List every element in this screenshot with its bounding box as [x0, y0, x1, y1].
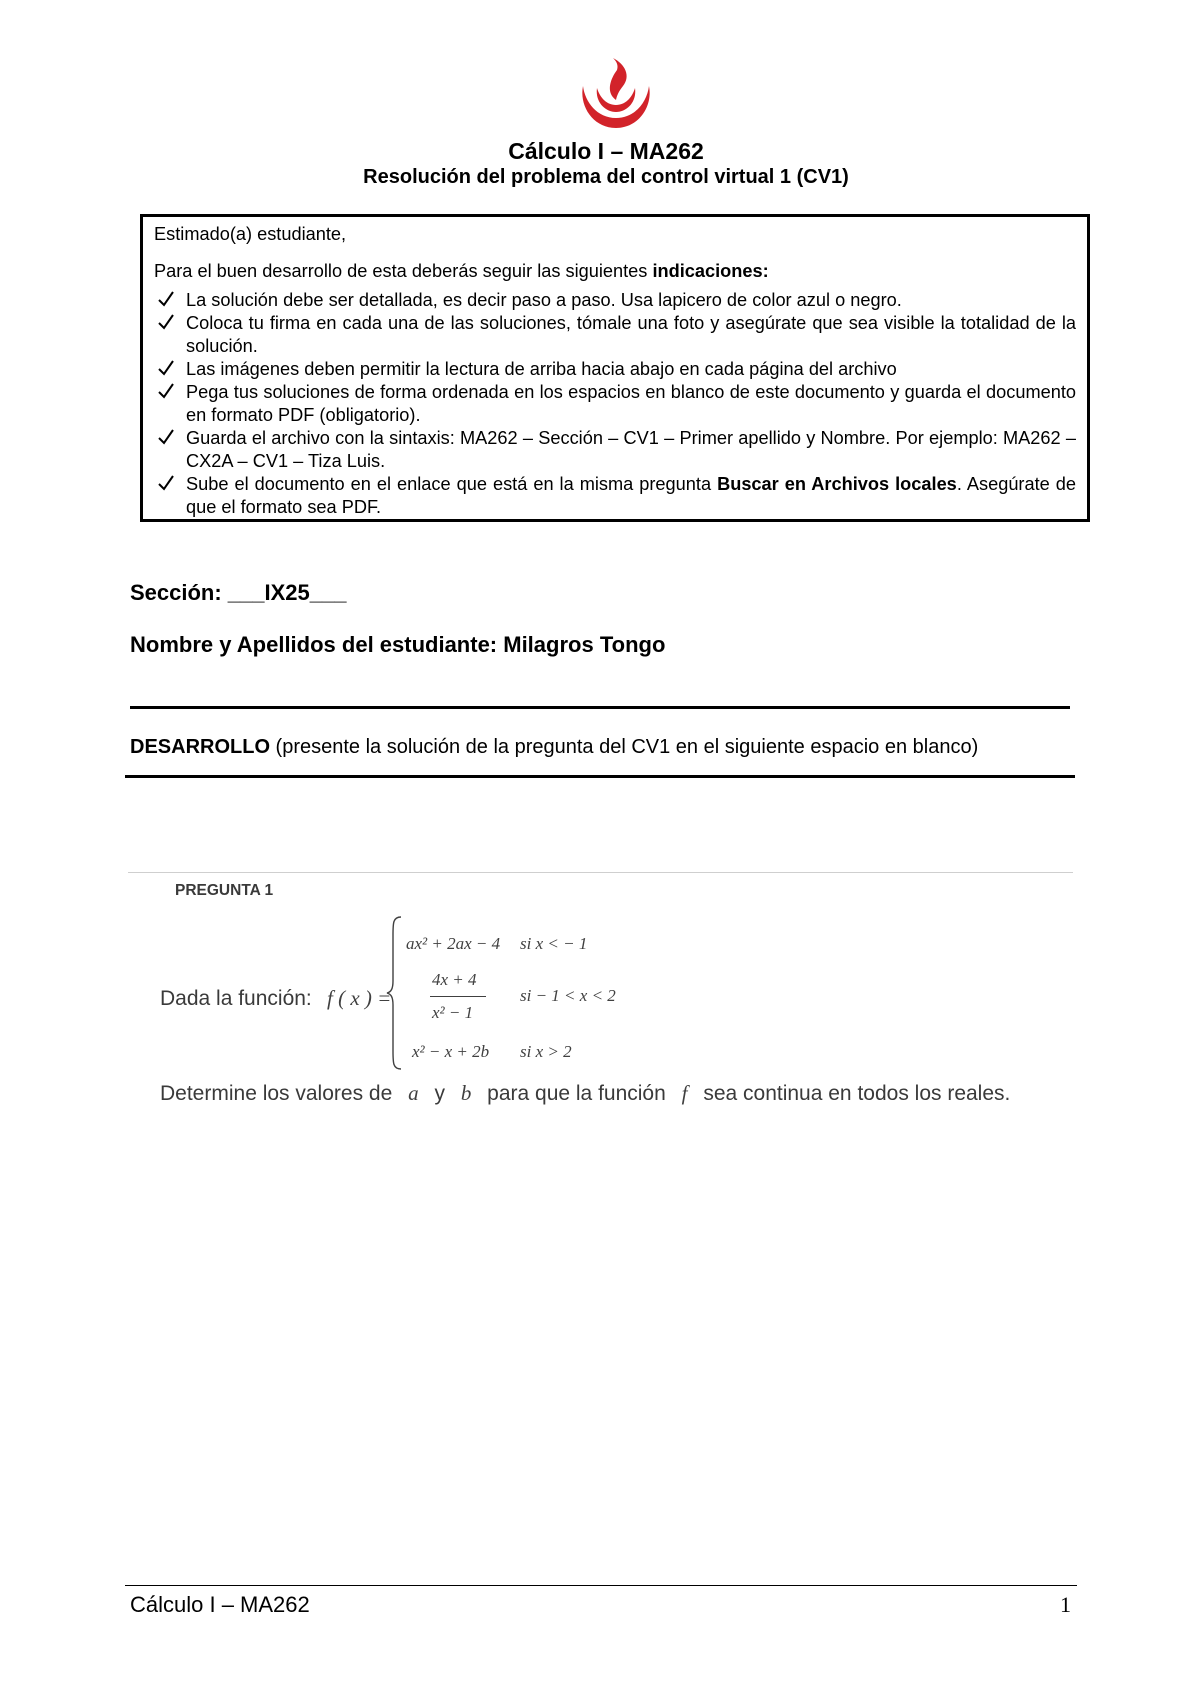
checkmark-icon	[158, 427, 174, 447]
case-3-condition: si x > 2	[520, 1042, 572, 1061]
course-title: Cálculo I – MA262	[508, 138, 704, 164]
question-intro: Dada la función:	[160, 987, 312, 1010]
development-heading: DESARROLLO (presente la solución de la pregunta del CV1 en el siguiente espacio en blanco)	[130, 736, 979, 758]
instruction-item: Las imágenes deben permitir la lectura de arriba hacia abajo en cada página del archivo	[154, 358, 1076, 381]
fraction-bar	[430, 996, 486, 997]
case-1-expression: ax² + 2ax − 4	[406, 934, 501, 953]
instructions-list	[154, 289, 1076, 519]
checkmark-icon	[158, 358, 174, 378]
case-1-condition: si x < − 1	[520, 934, 588, 953]
instructions-box	[140, 214, 1090, 522]
instruction-item: Sube el documento en el enlace que está en la misma pregunta Buscar en Archivos locales. Asegúrate de que el formato sea PDF.	[154, 473, 1076, 519]
checkmark-icon	[158, 312, 174, 332]
case-2-numerator: 4x + 4	[432, 970, 477, 989]
case-2-denominator: x² − 1	[432, 1003, 474, 1022]
case-2-condition: si − 1 < x < 2	[520, 986, 616, 1005]
greeting: Estimado(a) estudiante,	[154, 224, 347, 244]
question-label: PREGUNTA 1	[175, 882, 274, 899]
instruction-item: Guarda el archivo con la sintaxis: MA262 – Sección – CV1 – Primer apellido y Nombre. Por ejemplo: MA262 – CX2A – CV1 – Tiza Luis.	[154, 427, 1076, 473]
instruction-item: Pega tus soluciones de forma ordenada en los espacios en blanco de este documento y guarda el documento en formato PDF (obligatorio).	[154, 381, 1076, 427]
question-prompt: Determine los valores de a y b para que la función f sea continua en todos los reales.	[160, 1081, 1011, 1105]
checkmark-icon	[158, 289, 174, 309]
document-subtitle: Resolución del problema del control virtual 1 (CV1)	[363, 166, 849, 188]
instructions-lead: Para el buen desarrollo de esta deberás seguir las siguientes indicaciones:	[154, 261, 769, 281]
section-field: Sección: ___IX25___	[130, 580, 347, 605]
instruction-item: La solución debe ser detallada, es decir paso a paso. Usa lapicero de color azul o negro.	[154, 289, 1076, 312]
divider	[130, 706, 1070, 709]
upc-logo	[577, 58, 655, 132]
case-3-expression: x² − x + 2b	[412, 1042, 490, 1061]
checkmark-icon	[158, 473, 174, 493]
function-name: f ( x ) =	[327, 986, 392, 1010]
page-number: 1	[1060, 1592, 1071, 1617]
divider	[125, 775, 1075, 778]
footer-text: Cálculo I – MA262	[130, 1592, 310, 1617]
student-name-field: Nombre y Apellidos del estudiante: Milagros Tongo	[130, 632, 666, 657]
checkmark-icon	[158, 381, 174, 401]
footer-rule	[125, 1585, 1077, 1586]
image-top-border	[128, 872, 1073, 873]
instruction-item: Coloca tu firma en cada una de las soluciones, tómale una foto y asegúrate que sea visible la totalidad de la solución.	[154, 312, 1076, 358]
